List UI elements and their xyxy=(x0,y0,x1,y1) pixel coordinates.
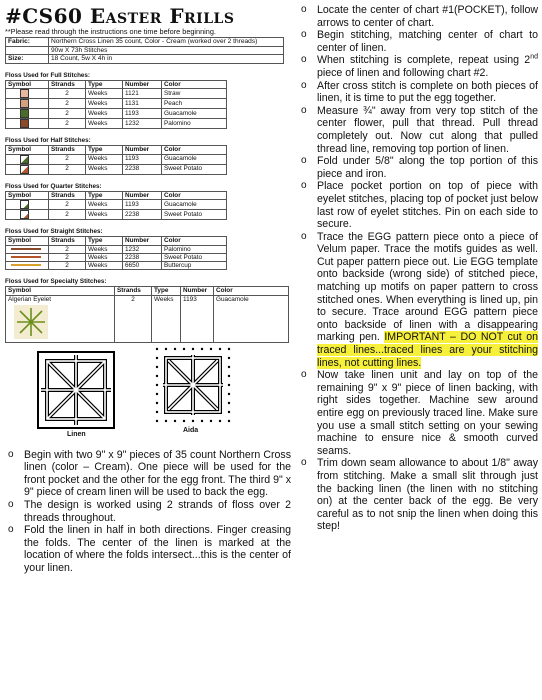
left-column xyxy=(5,4,291,575)
table-row: 2 Weeks 1193 Guacamole xyxy=(6,154,227,164)
line-swatch xyxy=(11,248,41,250)
list-item: o Trim down seam allowance to about 1/8" away from stitching. Make a small slit through just the backing linen (the linen with no stitching on) at the center back of the egg. Be very careful as to not snip the linen when doing this step! xyxy=(298,457,538,533)
list-item: o Fold the linen in half in both directions. Finger creasing the folds. The center of the linen is marked at the location of where the folds intersect...this is the center of your linen. xyxy=(5,524,291,574)
important-highlight: IMPORTANT – DO NOT cut on traced lines...traced lines are your stitching lines, not cutting lines. xyxy=(317,331,538,369)
table-row: 2 Weeks 1121 Straw xyxy=(6,89,227,99)
list-item: o Now take linen unit and lay on top of the remaining 9" x 9" piece of linen backing, with right sides together. Machine sew around entire egg on previously traced line. Make sure you use a small stitch setting on your sewing machine to ensure nice & smooth curved seams. xyxy=(298,369,538,457)
symbol-swatch xyxy=(20,155,29,164)
straight-stitches-table: Symbol Strands Type Number Color 2 Weeks 1232 Palomino 2 Weeks 2238 Sweet Potato 2 Weeks 6650 Buttercup xyxy=(5,236,227,270)
right-column xyxy=(298,4,538,533)
specialty-stitches-heading: Floss Used for Specialty Stitches: xyxy=(5,278,107,286)
eyelet-diagrams xyxy=(5,345,291,441)
size-label: Size: xyxy=(6,55,49,64)
symbol-swatch xyxy=(20,109,29,118)
half-stitches-table: Symbol Strands Type Number Color 2 Weeks 1193 Guacamole 2 Weeks 2238 Sweet Potato xyxy=(5,145,227,175)
list-item: o Place pocket portion on top of piece with eyelet stitches, placing top of pocket just below last row of eyelet stitches. Pin on each side to secure. xyxy=(298,180,538,230)
symbol-swatch xyxy=(20,210,29,219)
read-note: **Please read through the instructions one time before beginning. xyxy=(5,27,216,36)
table-row: 2 Weeks 1232 Palomino xyxy=(6,245,227,253)
table-row: 2 Weeks 2238 Sweet Potato xyxy=(6,164,227,174)
symbol-swatch xyxy=(20,99,29,108)
pattern-code: #CS60 xyxy=(5,4,83,28)
stitch-count: 90w X 73h Stitches xyxy=(49,46,284,55)
straight-stitches-heading: Floss Used for Straight Stitches: xyxy=(5,228,103,235)
col-type: Type xyxy=(86,80,123,89)
line-swatch xyxy=(11,264,41,266)
table-row: 2 Weeks 1193 Guacamole xyxy=(6,109,227,119)
symbol-swatch xyxy=(20,119,29,128)
col-symbol: Symbol xyxy=(6,80,49,89)
table-row: 2 Weeks 6650 Buttercup xyxy=(6,261,227,269)
full-stitches-heading: Floss Used for Full Stitches: xyxy=(5,71,91,79)
symbol-swatch xyxy=(20,200,29,209)
table-row: 2 Weeks 2238 Sweet Potato xyxy=(6,210,227,220)
table-row: Algerian Eyelet 2 Weeks 1193 Guacamole xyxy=(6,295,289,342)
left-instructions xyxy=(5,449,291,575)
list-item: o When stitching is complete, repeat using 2nd piece of linen and following chart #2. xyxy=(298,54,538,79)
list-item: o Begin with two 9" x 9" pieces of 35 count Northern Cross linen (color – Cream). One piece will be used for the front pocket and the other for the egg front. The third 9" x 9" piece of cream linen will be used to back the egg. xyxy=(5,449,291,499)
quarter-stitches-table: Symbol Strands Type Number Color 2 Weeks 1193 Guacamole 2 Weeks 2238 Sweet Potato xyxy=(5,191,227,221)
right-instructions xyxy=(298,4,538,533)
list-item: o Measure ¾" away from very top stitch of the center flower, pull that thread. Pull thread completely out. Now cut along that pulled thread line, removing top portion of linen. xyxy=(298,105,538,155)
col-strands: Strands xyxy=(49,80,86,89)
fabric-info-table xyxy=(5,37,284,64)
list-item: o Locate the center of chart #1(POCKET), follow arrows to center of chart. xyxy=(298,4,538,29)
size-value: 18 Count, 5w X 4h in xyxy=(49,55,284,64)
list-item: o Begin stitching, matching center of chart to center of linen. xyxy=(298,29,538,54)
list-item: o The design is worked using 2 strands of floss over 2 threads throughout. xyxy=(5,499,291,524)
specialty-stitches-table: Symbol Strands Type Number Color Algerian Eyelet 2 Weeks 1193 Guacamole xyxy=(5,286,289,343)
table-row: 2 Weeks 1232 Palomino xyxy=(6,119,227,129)
col-color: Color xyxy=(162,80,227,89)
linen-label: Linen xyxy=(67,430,86,438)
linen-eyelet-diagram xyxy=(37,351,115,429)
algerian-eyelet-icon xyxy=(14,305,48,339)
list-item: o Trace the EGG pattern piece onto a piece of Velum paper. Trace the motifs guides as well. Cut paper pattern piece out. Lie EGG template onto backside (wrong side) of stitched piece, matching up motifs on paper pattern to cross stitched ones. When everything is lined up, pin to secure. Trace around EGG pattern piece onto backside of linen with a disappearing marking pen. IMPORTANT – DO NOT cut on traced lines...traced lines are your stitching lines, not cutting lines. xyxy=(298,231,538,370)
list-item: o Fold under 5/8" along the top portion of this piece and iron. xyxy=(298,155,538,180)
quarter-stitches-heading: Floss Used for Quarter Stitches: xyxy=(5,182,102,190)
eyelet-label: Algerian Eyelet xyxy=(8,295,51,303)
line-swatch xyxy=(11,256,41,258)
aida-label: Aida xyxy=(183,426,199,434)
half-stitches-heading: Floss Used for Half Stitches: xyxy=(5,137,91,144)
table-row: 2 Weeks 2238 Sweet Potato xyxy=(6,253,227,261)
list-item: o After cross stitch is complete on both pieces of linen, it is time to put the egg together. xyxy=(298,80,538,105)
fabric-label: Fabric: xyxy=(6,38,49,47)
page-title xyxy=(5,4,291,28)
symbol-swatch xyxy=(20,89,29,98)
symbol-swatch xyxy=(20,165,29,174)
col-number: Number xyxy=(123,80,162,89)
table-row: 2 Weeks 1193 Guacamole xyxy=(6,200,227,210)
aida-eyelet-diagram xyxy=(153,345,233,425)
table-row: 2 Weeks 1131 Peach xyxy=(6,99,227,109)
full-stitches-table xyxy=(5,80,227,130)
pattern-name: Easter Frills xyxy=(89,4,235,28)
fabric-value: Northern Cross Linen 35 count, Color - Cream (worked over 2 threads) xyxy=(49,38,284,47)
